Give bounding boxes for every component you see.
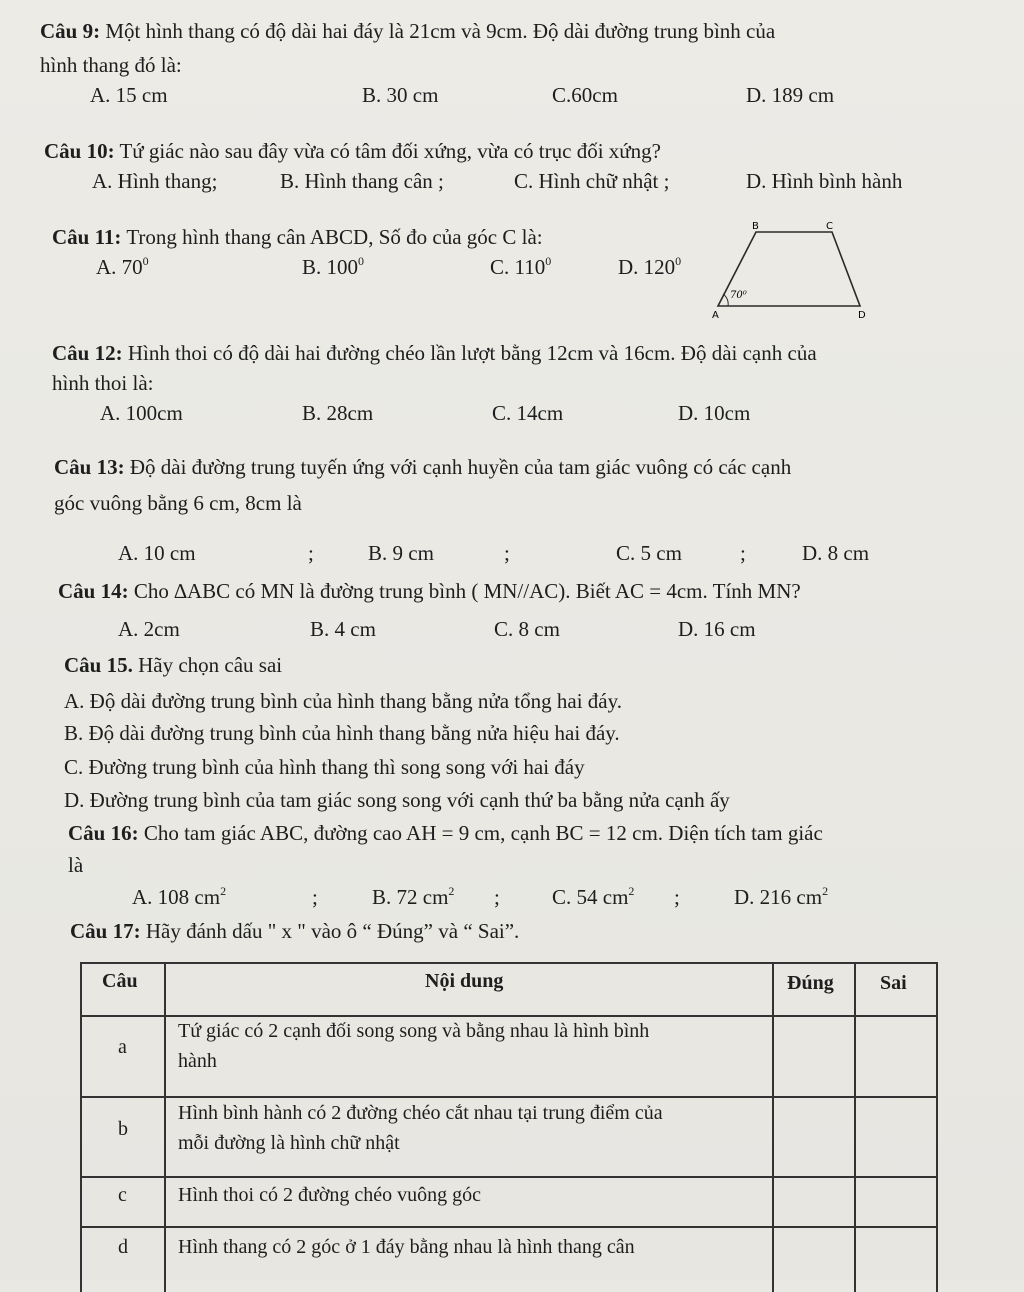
row-b-content-1: Hình bình hành có 2 đường chéo cắt nhau tại trung điểm của: [178, 1102, 663, 1124]
q15-option-d[interactable]: D. Đường trung bình của tam giác song song với cạnh thứ ba bằng nửa cạnh ấy: [64, 788, 730, 812]
q10-text: Tứ giác nào sau đây vừa có tâm đối xứng, vừa có trục đối xứng?: [119, 139, 661, 163]
q16-sep-1: ;: [312, 885, 318, 909]
q12-line1: [52, 340, 817, 366]
q14-option-d[interactable]: D. 16 cm: [678, 617, 756, 641]
q13-text2: góc vuông bằng 6 cm, 8cm là: [54, 491, 302, 515]
q9-option-b[interactable]: B. 30 cm: [362, 83, 439, 107]
q12-option-b[interactable]: B. 28cm: [302, 401, 374, 425]
q12-option-d[interactable]: D. 10cm: [678, 401, 751, 425]
row-d-sai-cell[interactable]: [856, 1228, 935, 1278]
q9-option-a[interactable]: A. 15 cm: [90, 83, 168, 107]
row-a-dung-cell[interactable]: [774, 1017, 853, 1095]
q13-text1: Độ dài đường trung tuyến ứng với cạnh huyền của tam giác vuông có các cạnh: [129, 455, 792, 479]
q13-option-d[interactable]: D. 8 cm: [802, 541, 870, 565]
row-b-content-2: mỗi đường là hình chữ nhật: [178, 1132, 400, 1154]
q15-label: Câu 15.: [64, 653, 133, 677]
q13-option-b[interactable]: B. 9 cm: [368, 541, 434, 565]
q14-text: Cho ∆ABC có MN là đường trung bình ( MN//AC). Biết AC = 4cm. Tính MN?: [133, 579, 801, 603]
q10-option-a[interactable]: A. Hình thang;: [92, 169, 218, 193]
q14-label: Câu 14:: [58, 579, 129, 603]
q9-text1: Một hình thang có độ dài hai đáy là 21cm và 9cm. Độ dài đường trung bình của: [105, 19, 776, 43]
q17-text: Hãy đánh dấu " x " vào ô “ Đúng” và “ Sai”.: [145, 919, 520, 943]
q11-option-d-text: D. 120: [618, 255, 676, 279]
q16-sq-d: 2: [822, 884, 829, 898]
q16-text2: là: [68, 853, 84, 877]
q15-line: [64, 652, 282, 678]
q16-option-c-text: C. 54 cm: [552, 885, 629, 909]
q14-line: [58, 578, 801, 604]
q16-text1: Cho tam giác ABC, đường cao AH = 9 cm, cạnh BC = 12 cm. Diện tích tam giác: [143, 821, 823, 845]
table-border: [80, 962, 938, 964]
row-c-content-1: Hình thoi có 2 đường chéo vuông góc: [178, 1184, 482, 1206]
q11-deg-c: 0: [545, 254, 552, 268]
q16-option-b-text: B. 72 cm: [372, 885, 449, 909]
row-c-id: c: [118, 1184, 127, 1206]
vertex-d: D: [858, 310, 866, 321]
q12-text1: Hình thoi có độ dài hai đường chéo lần lượt bằng 12cm và 16cm. Độ dài cạnh của: [127, 341, 817, 365]
q16-option-d[interactable]: [734, 884, 828, 910]
q15-text: Hãy chọn câu sai: [138, 653, 283, 677]
q12-label: Câu 12:: [52, 341, 123, 365]
q11-label: Câu 11:: [52, 225, 122, 249]
q9-text2: hình thang đó là:: [40, 53, 182, 77]
q10-option-c[interactable]: C. Hình chữ nhật ;: [514, 169, 670, 193]
q9-option-d[interactable]: D. 189 cm: [746, 83, 835, 107]
q14-option-a[interactable]: A. 2cm: [118, 617, 180, 641]
table-border: [164, 962, 166, 1292]
row-a-content-2: hành: [178, 1050, 217, 1072]
q16-option-c[interactable]: [552, 884, 634, 910]
q10-line: [44, 138, 661, 164]
q9-label: Câu 9:: [40, 19, 101, 43]
q12-option-c[interactable]: C. 14cm: [492, 401, 564, 425]
trapezoid-figure: [708, 218, 878, 324]
q16-sq-a: 2: [220, 884, 227, 898]
q11-deg-b: 0: [358, 254, 365, 268]
q11-deg-d: 0: [675, 254, 682, 268]
row-b-sai-cell[interactable]: [856, 1098, 935, 1175]
q16-line1: [68, 820, 823, 846]
q13-label: Câu 13:: [54, 455, 125, 479]
table-border: [936, 962, 938, 1292]
q12-option-a[interactable]: A. 100cm: [100, 401, 183, 425]
q13-sep-2: ;: [504, 541, 510, 565]
q13-line1: [54, 454, 791, 480]
q11-option-c-text: C. 110: [490, 255, 546, 279]
q16-label: Câu 16:: [68, 821, 139, 845]
q16-sep-3: ;: [674, 885, 680, 909]
table-header-sai: Sai: [880, 972, 907, 994]
row-c-sai-cell[interactable]: [856, 1178, 935, 1225]
q10-option-b[interactable]: B. Hình thang cân ;: [280, 169, 444, 193]
q13-option-c[interactable]: C. 5 cm: [616, 541, 682, 565]
q11-line: [52, 224, 543, 250]
q11-text: Trong hình thang cân ABCD, Số đo của góc C là:: [126, 225, 543, 249]
row-d-content-1: Hình thang có 2 góc ở 1 đáy bằng nhau là hình thang cân: [178, 1236, 635, 1258]
q13-option-a[interactable]: A. 10 cm: [118, 541, 196, 565]
vertex-c: C: [826, 221, 833, 232]
table-header-cau: Câu: [102, 970, 138, 992]
q11-deg-a: 0: [142, 254, 149, 268]
row-d-id: d: [118, 1236, 128, 1258]
row-b-dung-cell[interactable]: [774, 1098, 853, 1175]
q13-sep-1: ;: [308, 541, 314, 565]
q9-option-c[interactable]: C.60cm: [552, 83, 618, 107]
vertex-b: B: [752, 221, 759, 232]
q11-option-a-text: A. 70: [96, 255, 143, 279]
q16-option-d-text: D. 216 cm: [734, 885, 823, 909]
row-d-dung-cell[interactable]: [774, 1228, 853, 1278]
row-a-content-1: Tứ giác có 2 cạnh đối song song và bằng nhau là hình bình: [178, 1020, 650, 1042]
q11-option-b-text: B. 100: [302, 255, 359, 279]
q15-option-b[interactable]: B. Độ dài đường trung bình của hình thang bằng nửa hiệu hai đáy.: [64, 721, 620, 745]
q16-option-b[interactable]: [372, 884, 454, 910]
q9-line1: [40, 18, 775, 44]
q15-option-c[interactable]: C. Đường trung bình của hình thang thì song song với hai đáy: [64, 755, 585, 779]
table-border: [80, 962, 82, 1292]
q14-option-b[interactable]: B. 4 cm: [310, 617, 376, 641]
row-a-sai-cell[interactable]: [856, 1017, 935, 1095]
q11-option-d[interactable]: [618, 254, 681, 280]
true-false-table: [80, 962, 938, 1292]
row-b-id: b: [118, 1118, 128, 1140]
q16-option-a-text: A. 108 cm: [132, 885, 221, 909]
q16-option-a[interactable]: [132, 884, 226, 910]
q13-sep-3: ;: [740, 541, 746, 565]
q16-sep-2: ;: [494, 885, 500, 909]
q17-label: Câu 17:: [70, 919, 141, 943]
q12-text2: hình thoi là:: [52, 371, 154, 395]
q16-sq-c: 2: [628, 884, 635, 898]
q11-option-b[interactable]: [302, 254, 364, 280]
vertex-a: A: [712, 310, 719, 321]
q11-option-c[interactable]: [490, 254, 551, 280]
q17-line: [70, 918, 519, 944]
q14-option-c[interactable]: C. 8 cm: [494, 617, 560, 641]
q16-sq-b: 2: [448, 884, 455, 898]
row-a-id: a: [118, 1036, 127, 1058]
q10-option-d[interactable]: D. Hình bình hành: [746, 169, 903, 193]
table-header-noidung: Nội dung: [425, 970, 504, 992]
q11-option-a[interactable]: [96, 254, 149, 280]
q15-option-a[interactable]: A. Độ dài đường trung bình của hình thang bằng nửa tổng hai đáy.: [64, 689, 622, 713]
angle-label: 70⁰: [730, 290, 747, 301]
row-c-dung-cell[interactable]: [774, 1178, 853, 1225]
q10-label: Câu 10:: [44, 139, 115, 163]
table-header-dung: Đúng: [787, 972, 834, 994]
